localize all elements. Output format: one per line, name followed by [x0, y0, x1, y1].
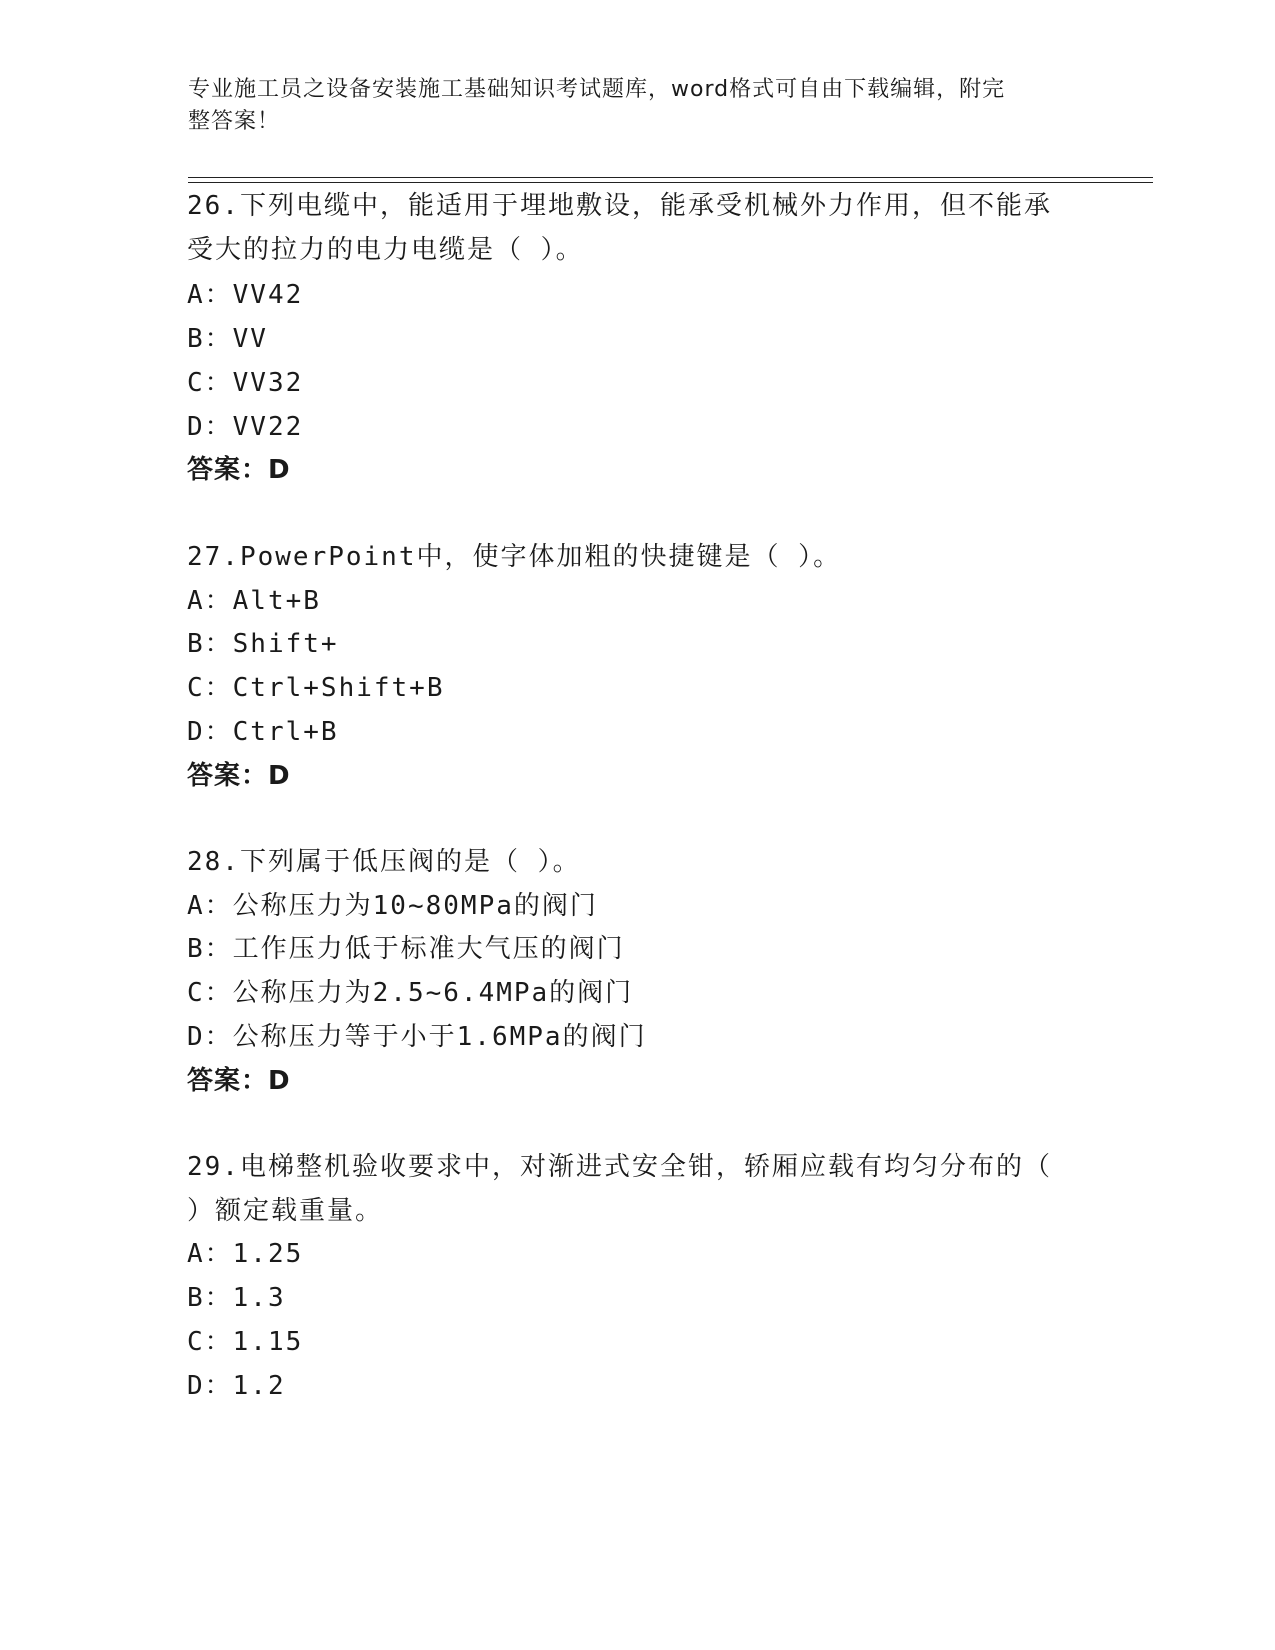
question-27-answer: 答案：D [187, 761, 291, 791]
header-divider-top [188, 177, 1153, 178]
question-26-option-c: C：VV32 [187, 368, 304, 398]
question-26-stem-line-1: 26.下列电缆中，能适用于埋地敷设，能承受机械外力作用，但不能承 [187, 191, 1052, 221]
question-26-option-a: A：VV42 [187, 280, 304, 310]
question-26-stem-line-2: 受大的拉力的电力电缆是（ ）。 [187, 235, 584, 265]
question-28-stem-line-1: 28.下列属于低压阀的是（ ）。 [187, 847, 581, 877]
header-divider-bottom [188, 182, 1153, 183]
question-28-option-a: A：公称压力为10~80MPa的阀门 [187, 891, 598, 921]
header-line-2: 整答案！ [188, 109, 281, 134]
document-header [188, 74, 1068, 138]
question-27-stem-line-1: 27.PowerPoint中，使字体加粗的快捷键是（ ）。 [187, 542, 842, 572]
question-29-option-b: B：1.3 [187, 1283, 286, 1313]
question-29-option-a: A：1.25 [187, 1239, 304, 1269]
question-29-option-d: D：1.2 [187, 1371, 286, 1401]
question-26-option-d: D：VV22 [187, 412, 304, 442]
question-27-option-b: B：Shift+ [187, 629, 339, 659]
question-27-option-c: C：Ctrl+Shift+B [187, 673, 445, 703]
header-line-1: 专业施工员之设备安装施工基础知识考试题库，word格式可自由下载编辑，附完 [188, 77, 1006, 102]
question-27-option-d: D：Ctrl+B [187, 717, 339, 747]
question-29-option-c: C：1.15 [187, 1327, 304, 1357]
question-29-stem-line-2: ）额定载重量。 [187, 1196, 384, 1226]
question-29-stem-line-1: 29.电梯整机验收要求中，对渐进式安全钳，轿厢应载有均匀分布的（ [187, 1152, 1052, 1182]
question-28-option-c: C：公称压力为2.5~6.4MPa的阀门 [187, 978, 634, 1008]
question-26-option-b: B：VV [187, 324, 268, 354]
question-28-option-b: B：工作压力低于标准大气压的阀门 [187, 934, 625, 964]
question-28-answer: 答案：D [187, 1066, 291, 1096]
question-26-answer: 答案：D [187, 455, 291, 485]
question-28-option-d: D：公称压力等于小于1.6MPa的阀门 [187, 1022, 647, 1052]
question-27-option-a: A：Alt+B [187, 586, 321, 616]
